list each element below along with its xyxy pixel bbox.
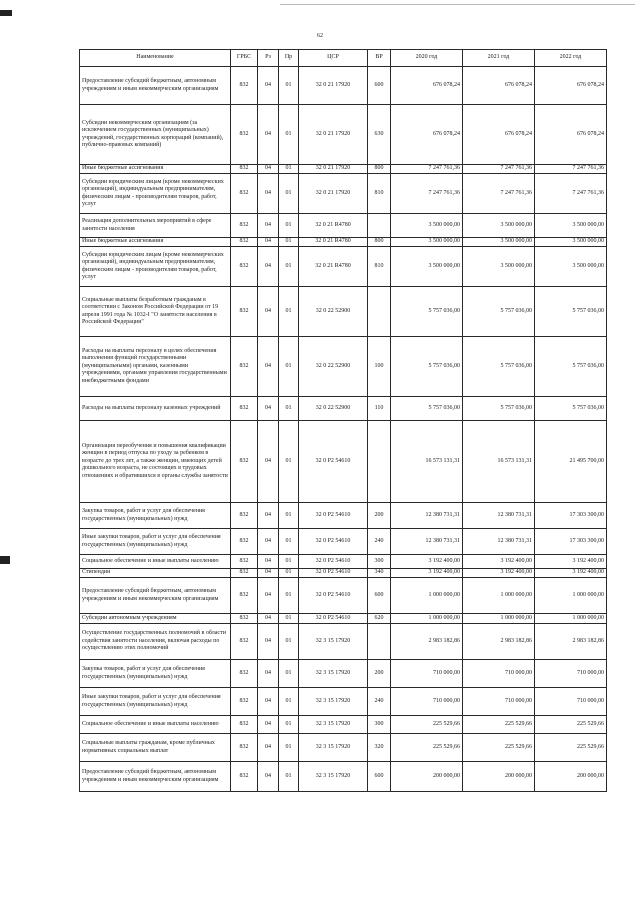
table-row bbox=[80, 174, 607, 214]
cell-grbs: 832 bbox=[231, 238, 258, 247]
cell-2022: 17 303 300,00 bbox=[535, 503, 607, 529]
cell-csr: 32 3 15 17920 bbox=[299, 660, 368, 688]
cell-2022: 5 757 036,00 bbox=[535, 287, 607, 337]
cell-csr: 32 0 21 R4780 bbox=[299, 238, 368, 247]
cell-name: Социальное обеспечение и иные выплаты населению bbox=[80, 716, 231, 734]
cell-2021: 3 500 000,00 bbox=[463, 238, 535, 247]
cell-rz: 04 bbox=[258, 165, 279, 174]
cell-vr: 100 bbox=[368, 337, 391, 397]
cell-name: Предоставление субсидий бюджетным, автономным учреждениям и иным некоммерческим организациям bbox=[80, 762, 231, 792]
table-row bbox=[80, 614, 607, 624]
cell-vr: 240 bbox=[368, 529, 391, 555]
cell-2022: 7 247 761,36 bbox=[535, 165, 607, 174]
cell-csr: 32 0 P2 54610 bbox=[299, 421, 368, 503]
cell-name: Субсидии автономным учреждениям bbox=[80, 614, 231, 624]
cell-2021: 676 078,24 bbox=[463, 105, 535, 165]
cell-rz: 04 bbox=[258, 624, 279, 660]
table-row bbox=[80, 397, 607, 421]
cell-pr: 01 bbox=[279, 421, 299, 503]
table-row bbox=[80, 529, 607, 555]
cell-grbs: 832 bbox=[231, 247, 258, 287]
cell-pr: 01 bbox=[279, 397, 299, 421]
cell-2021: 225 529,66 bbox=[463, 734, 535, 762]
cell-vr: 240 bbox=[368, 688, 391, 716]
cell-name: Субсидии некоммерческим организациям (за исключением государственных (муниципальных) учреждений, государственных корпораций (компаний), публично-правовых компаний) bbox=[80, 105, 231, 165]
cell-2020: 5 757 036,00 bbox=[391, 287, 463, 337]
table-row bbox=[80, 67, 607, 105]
cell-name: Иные закупки товаров, работ и услуг для обеспечения государственных (муниципальных) нужд bbox=[80, 688, 231, 716]
cell-2020: 1 000 000,00 bbox=[391, 614, 463, 624]
cell-2020: 5 757 036,00 bbox=[391, 337, 463, 397]
cell-pr: 01 bbox=[279, 503, 299, 529]
table-row bbox=[80, 337, 607, 397]
col-header-rz: Рз bbox=[258, 50, 279, 67]
cell-2020: 225 529,66 bbox=[391, 716, 463, 734]
cell-rz: 04 bbox=[258, 529, 279, 555]
cell-rz: 04 bbox=[258, 569, 279, 578]
cell-rz: 04 bbox=[258, 716, 279, 734]
col-header-name: Наименование bbox=[80, 50, 231, 67]
cell-rz: 04 bbox=[258, 734, 279, 762]
cell-grbs: 832 bbox=[231, 555, 258, 569]
cell-2022: 710 000,00 bbox=[535, 688, 607, 716]
cell-rz: 04 bbox=[258, 762, 279, 792]
cell-pr: 01 bbox=[279, 734, 299, 762]
table-row bbox=[80, 238, 607, 247]
cell-rz: 04 bbox=[258, 660, 279, 688]
cell-pr: 01 bbox=[279, 337, 299, 397]
cell-vr: 600 bbox=[368, 67, 391, 105]
cell-2022: 3 500 000,00 bbox=[535, 238, 607, 247]
col-header-2021: 2021 год bbox=[463, 50, 535, 67]
cell-grbs: 832 bbox=[231, 337, 258, 397]
cell-2021: 3 500 000,00 bbox=[463, 214, 535, 238]
cell-2020: 710 000,00 bbox=[391, 660, 463, 688]
cell-2021: 12 380 731,31 bbox=[463, 529, 535, 555]
table-row bbox=[80, 578, 607, 614]
cell-2020: 3 500 000,00 bbox=[391, 214, 463, 238]
cell-grbs: 832 bbox=[231, 614, 258, 624]
cell-vr: 620 bbox=[368, 614, 391, 624]
cell-rz: 04 bbox=[258, 397, 279, 421]
cell-2021: 5 757 036,00 bbox=[463, 287, 535, 337]
cell-csr: 32 3 15 17920 bbox=[299, 716, 368, 734]
cell-rz: 04 bbox=[258, 421, 279, 503]
cell-vr: 110 bbox=[368, 397, 391, 421]
cell-pr: 01 bbox=[279, 569, 299, 578]
cell-2020: 676 078,24 bbox=[391, 67, 463, 105]
cell-rz: 04 bbox=[258, 555, 279, 569]
cell-2021: 7 247 761,36 bbox=[463, 165, 535, 174]
cell-name: Осуществление государственных полномочий в области содействия занятости населения, включая расходы по осуществлению этих полномочий bbox=[80, 624, 231, 660]
cell-2022: 3 500 000,00 bbox=[535, 247, 607, 287]
scan-line bbox=[280, 4, 635, 5]
cell-name: Субсидии юридическим лицам (кроме некоммерческих организаций), индивидуальным предпринимателям, физическим лицам - производителям товаров, работ, услуг bbox=[80, 247, 231, 287]
cell-grbs: 832 bbox=[231, 214, 258, 238]
table-row bbox=[80, 214, 607, 238]
cell-rz: 04 bbox=[258, 614, 279, 624]
cell-rz: 04 bbox=[258, 503, 279, 529]
cell-name: Социальные выплаты безработным гражданам в соответствии с Законом Российской Федерации от 19 апреля 1991 года № 1032-I "О занятости населения в Российской Федерации" bbox=[80, 287, 231, 337]
cell-pr: 01 bbox=[279, 287, 299, 337]
cell-csr: 32 3 15 17920 bbox=[299, 762, 368, 792]
cell-grbs: 832 bbox=[231, 67, 258, 105]
cell-vr: 810 bbox=[368, 174, 391, 214]
cell-pr: 01 bbox=[279, 624, 299, 660]
cell-csr: 32 0 P2 54610 bbox=[299, 529, 368, 555]
cell-2021: 3 500 000,00 bbox=[463, 247, 535, 287]
table-row bbox=[80, 569, 607, 578]
scan-mark bbox=[0, 10, 12, 16]
cell-name: Расходы на выплаты персоналу в целях обеспечения выполнения функций государственными (муниципальными) органами, казенными учреждениями, органами управления государственными внебюджетными фондами bbox=[80, 337, 231, 397]
table-row bbox=[80, 165, 607, 174]
cell-grbs: 832 bbox=[231, 716, 258, 734]
scan-mark bbox=[0, 556, 10, 564]
col-header-vr: ВР bbox=[368, 50, 391, 67]
cell-2020: 225 529,66 bbox=[391, 734, 463, 762]
cell-2020: 12 380 731,31 bbox=[391, 529, 463, 555]
cell-rz: 04 bbox=[258, 287, 279, 337]
table-row bbox=[80, 716, 607, 734]
cell-2022: 710 000,00 bbox=[535, 660, 607, 688]
cell-2020: 12 380 731,31 bbox=[391, 503, 463, 529]
cell-vr: 630 bbox=[368, 105, 391, 165]
cell-grbs: 832 bbox=[231, 688, 258, 716]
cell-pr: 01 bbox=[279, 247, 299, 287]
cell-grbs: 832 bbox=[231, 105, 258, 165]
cell-2022: 2 983 182,86 bbox=[535, 624, 607, 660]
table-row bbox=[80, 421, 607, 503]
table-row bbox=[80, 287, 607, 337]
cell-csr: 32 0 22 52900 bbox=[299, 287, 368, 337]
cell-grbs: 832 bbox=[231, 624, 258, 660]
cell-csr: 32 0 22 52900 bbox=[299, 337, 368, 397]
cell-vr: 300 bbox=[368, 555, 391, 569]
cell-2020: 16 573 131,31 bbox=[391, 421, 463, 503]
table-row bbox=[80, 503, 607, 529]
cell-2022: 21 495 700,00 bbox=[535, 421, 607, 503]
cell-name: Предоставление субсидий бюджетным, автономным учреждениям и иным некоммерческим организациям bbox=[80, 67, 231, 105]
cell-pr: 01 bbox=[279, 174, 299, 214]
cell-csr: 32 0 21 R4780 bbox=[299, 214, 368, 238]
cell-2020: 676 078,24 bbox=[391, 105, 463, 165]
cell-grbs: 832 bbox=[231, 578, 258, 614]
cell-rz: 04 bbox=[258, 337, 279, 397]
cell-2022: 3 500 000,00 bbox=[535, 214, 607, 238]
cell-name: Иные бюджетные ассигнования bbox=[80, 238, 231, 247]
cell-csr: 32 0 P2 54610 bbox=[299, 569, 368, 578]
table-row bbox=[80, 734, 607, 762]
cell-2021: 710 000,00 bbox=[463, 688, 535, 716]
cell-name: Иные бюджетные ассигнования bbox=[80, 165, 231, 174]
budget-table bbox=[79, 49, 607, 792]
cell-2021: 2 983 182,86 bbox=[463, 624, 535, 660]
cell-2020: 1 000 000,00 bbox=[391, 578, 463, 614]
cell-2021: 3 192 400,00 bbox=[463, 569, 535, 578]
cell-rz: 04 bbox=[258, 174, 279, 214]
cell-pr: 01 bbox=[279, 529, 299, 555]
cell-grbs: 832 bbox=[231, 287, 258, 337]
cell-2021: 200 000,00 bbox=[463, 762, 535, 792]
table-row bbox=[80, 247, 607, 287]
col-header-grbs: ГРБС bbox=[231, 50, 258, 67]
cell-csr: 32 3 15 17920 bbox=[299, 688, 368, 716]
cell-pr: 01 bbox=[279, 555, 299, 569]
cell-2021: 676 078,24 bbox=[463, 67, 535, 105]
table-row bbox=[80, 555, 607, 569]
cell-rz: 04 bbox=[258, 105, 279, 165]
cell-grbs: 832 bbox=[231, 762, 258, 792]
cell-csr: 32 0 P2 54610 bbox=[299, 503, 368, 529]
cell-2022: 5 757 036,00 bbox=[535, 337, 607, 397]
cell-2022: 1 000 000,00 bbox=[535, 578, 607, 614]
cell-pr: 01 bbox=[279, 762, 299, 792]
page-number: 62 bbox=[317, 33, 323, 39]
cell-vr: 200 bbox=[368, 660, 391, 688]
cell-2022: 17 303 300,00 bbox=[535, 529, 607, 555]
cell-2020: 7 247 761,36 bbox=[391, 165, 463, 174]
cell-2021: 710 000,00 bbox=[463, 660, 535, 688]
cell-rz: 04 bbox=[258, 67, 279, 105]
cell-csr: 32 3 15 17920 bbox=[299, 734, 368, 762]
cell-vr bbox=[368, 287, 391, 337]
cell-csr: 32 0 21 R4780 bbox=[299, 247, 368, 287]
cell-vr: 340 bbox=[368, 569, 391, 578]
cell-pr: 01 bbox=[279, 660, 299, 688]
table-row bbox=[80, 762, 607, 792]
cell-name: Реализация дополнительных мероприятий в сфере занятости населения bbox=[80, 214, 231, 238]
cell-csr: 32 0 P2 54610 bbox=[299, 614, 368, 624]
cell-2021: 12 380 731,31 bbox=[463, 503, 535, 529]
cell-grbs: 832 bbox=[231, 734, 258, 762]
cell-pr: 01 bbox=[279, 578, 299, 614]
table-header-row bbox=[80, 50, 607, 67]
cell-grbs: 832 bbox=[231, 397, 258, 421]
cell-csr: 32 0 21 17920 bbox=[299, 174, 368, 214]
cell-csr: 32 0 P2 54610 bbox=[299, 578, 368, 614]
cell-csr: 32 0 21 17920 bbox=[299, 67, 368, 105]
cell-vr: 600 bbox=[368, 578, 391, 614]
cell-2022: 676 078,24 bbox=[535, 67, 607, 105]
cell-vr: 800 bbox=[368, 165, 391, 174]
cell-name: Субсидии юридическим лицам (кроме некоммерческих организаций), индивидуальным предпринимателям, физическим лицам - производителям товаров, работ, услуг bbox=[80, 174, 231, 214]
cell-grbs: 832 bbox=[231, 529, 258, 555]
cell-2022: 7 247 761,36 bbox=[535, 174, 607, 214]
cell-grbs: 832 bbox=[231, 569, 258, 578]
cell-name: Расходы на выплаты персоналу казенных учреждений bbox=[80, 397, 231, 421]
cell-vr: 320 bbox=[368, 734, 391, 762]
cell-csr: 32 0 21 17920 bbox=[299, 165, 368, 174]
cell-2022: 225 529,66 bbox=[535, 734, 607, 762]
cell-2020: 3 500 000,00 bbox=[391, 238, 463, 247]
cell-grbs: 832 bbox=[231, 421, 258, 503]
cell-rz: 04 bbox=[258, 238, 279, 247]
cell-2020: 5 757 036,00 bbox=[391, 397, 463, 421]
col-header-2020: 2020 год bbox=[391, 50, 463, 67]
cell-vr: 200 bbox=[368, 503, 391, 529]
cell-2021: 3 192 400,00 bbox=[463, 555, 535, 569]
cell-2020: 710 000,00 bbox=[391, 688, 463, 716]
cell-2020: 3 192 400,00 bbox=[391, 569, 463, 578]
cell-2021: 7 247 761,36 bbox=[463, 174, 535, 214]
cell-grbs: 832 bbox=[231, 165, 258, 174]
cell-2020: 3 192 400,00 bbox=[391, 555, 463, 569]
cell-name: Социальное обеспечение и иные выплаты населению bbox=[80, 555, 231, 569]
cell-grbs: 832 bbox=[231, 660, 258, 688]
cell-2021: 225 529,66 bbox=[463, 716, 535, 734]
cell-2021: 1 000 000,00 bbox=[463, 578, 535, 614]
col-header-csr: ЦСР bbox=[299, 50, 368, 67]
cell-name: Стипендии bbox=[80, 569, 231, 578]
cell-csr: 32 3 15 17920 bbox=[299, 624, 368, 660]
cell-vr bbox=[368, 421, 391, 503]
table-row bbox=[80, 105, 607, 165]
cell-2021: 5 757 036,00 bbox=[463, 337, 535, 397]
cell-pr: 01 bbox=[279, 67, 299, 105]
cell-2022: 3 192 400,00 bbox=[535, 555, 607, 569]
cell-vr bbox=[368, 624, 391, 660]
cell-vr: 600 bbox=[368, 762, 391, 792]
cell-name: Иные закупки товаров, работ и услуг для обеспечения государственных (муниципальных) нужд bbox=[80, 529, 231, 555]
cell-name: Закупка товаров, работ и услуг для обеспечения государственных (муниципальных) нужд bbox=[80, 503, 231, 529]
cell-2020: 2 983 182,86 bbox=[391, 624, 463, 660]
col-header-pr: Пр bbox=[279, 50, 299, 67]
cell-vr: 300 bbox=[368, 716, 391, 734]
cell-2021: 5 757 036,00 bbox=[463, 397, 535, 421]
cell-2022: 1 000 000,00 bbox=[535, 614, 607, 624]
cell-name: Предоставление субсидий бюджетным, автономным учреждениям и иным некоммерческим организациям bbox=[80, 578, 231, 614]
col-header-2022: 2022 год bbox=[535, 50, 607, 67]
cell-pr: 01 bbox=[279, 716, 299, 734]
cell-pr: 01 bbox=[279, 105, 299, 165]
cell-rz: 04 bbox=[258, 247, 279, 287]
cell-csr: 32 0 21 17920 bbox=[299, 105, 368, 165]
cell-name: Закупка товаров, работ и услуг для обеспечения государственных (муниципальных) нужд bbox=[80, 660, 231, 688]
cell-2022: 200 000,00 bbox=[535, 762, 607, 792]
cell-rz: 04 bbox=[258, 688, 279, 716]
cell-rz: 04 bbox=[258, 578, 279, 614]
cell-2020: 3 500 000,00 bbox=[391, 247, 463, 287]
cell-csr: 32 0 P2 54610 bbox=[299, 555, 368, 569]
cell-vr: 800 bbox=[368, 238, 391, 247]
table-row bbox=[80, 624, 607, 660]
cell-2022: 225 529,66 bbox=[535, 716, 607, 734]
cell-2021: 16 573 131,31 bbox=[463, 421, 535, 503]
cell-name: Социальные выплаты гражданам, кроме публичных нормативных социальных выплат bbox=[80, 734, 231, 762]
cell-2020: 200 000,00 bbox=[391, 762, 463, 792]
cell-vr bbox=[368, 214, 391, 238]
cell-2022: 5 757 036,00 bbox=[535, 397, 607, 421]
cell-csr: 32 0 22 52900 bbox=[299, 397, 368, 421]
cell-grbs: 832 bbox=[231, 174, 258, 214]
cell-vr: 810 bbox=[368, 247, 391, 287]
cell-name: Организация переобучения и повышения квалификации женщин в период отпуска по уходу за ребенком в возрасте до трех лет, а также женщин, имеющих детей дошкольного возраста, не состоящих в трудовых отношениях и обратившихся в органы службы занятости bbox=[80, 421, 231, 503]
cell-pr: 01 bbox=[279, 614, 299, 624]
cell-pr: 01 bbox=[279, 165, 299, 174]
cell-pr: 01 bbox=[279, 688, 299, 716]
table-row bbox=[80, 660, 607, 688]
table-row bbox=[80, 688, 607, 716]
cell-2022: 3 192 400,00 bbox=[535, 569, 607, 578]
cell-pr: 01 bbox=[279, 214, 299, 238]
cell-grbs: 832 bbox=[231, 503, 258, 529]
cell-rz: 04 bbox=[258, 214, 279, 238]
cell-2021: 1 000 000,00 bbox=[463, 614, 535, 624]
cell-2022: 676 078,24 bbox=[535, 105, 607, 165]
cell-pr: 01 bbox=[279, 238, 299, 247]
cell-2020: 7 247 761,36 bbox=[391, 174, 463, 214]
